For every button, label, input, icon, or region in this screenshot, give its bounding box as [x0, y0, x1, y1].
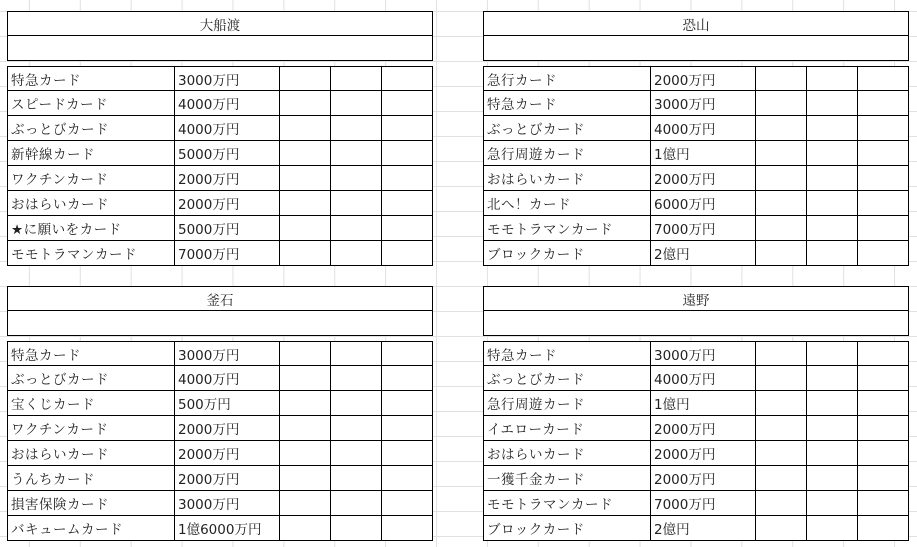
card-price-cell[interactable]: 1億6000万円: [175, 516, 280, 540]
card-name-cell[interactable]: スピードカード: [8, 91, 175, 115]
card-name-cell[interactable]: おはらいカード: [484, 441, 651, 465]
table-row: [7, 416, 433, 441]
card-name-cell[interactable]: ワクチンカード: [8, 166, 175, 190]
table-row: [7, 366, 433, 391]
table-row: [7, 491, 433, 516]
empty-cell[interactable]: [331, 241, 382, 265]
card-name-cell[interactable]: バキュームカード: [8, 516, 175, 540]
table-row: [483, 216, 909, 241]
empty-cell[interactable]: [807, 91, 858, 115]
empty-cell[interactable]: [280, 391, 331, 415]
empty-cell[interactable]: [756, 491, 807, 515]
table-row: [483, 391, 909, 416]
empty-cell[interactable]: [858, 166, 908, 190]
card-price-cell[interactable]: 3000万円: [175, 342, 280, 365]
empty-cell[interactable]: [280, 441, 331, 465]
empty-cell[interactable]: [382, 241, 432, 265]
empty-cell[interactable]: [807, 191, 858, 215]
card-price-cell[interactable]: 7000万円: [651, 491, 756, 515]
table-row: [483, 141, 909, 166]
empty-cell[interactable]: [807, 216, 858, 240]
table-row: [483, 191, 909, 216]
card-price-cell[interactable]: 2000万円: [175, 441, 280, 465]
card-price-cell[interactable]: 2000万円: [651, 416, 756, 440]
empty-cell[interactable]: [756, 441, 807, 465]
empty-cell[interactable]: [756, 366, 807, 390]
empty-cell[interactable]: [382, 416, 432, 440]
card-price-cell[interactable]: 2000万円: [651, 67, 756, 90]
empty-cell[interactable]: [331, 516, 382, 540]
card-price-cell[interactable]: 6000万円: [651, 191, 756, 215]
card-name-cell[interactable]: 特急カード: [484, 91, 651, 115]
empty-cell[interactable]: [807, 67, 858, 90]
card-name-cell[interactable]: ぶっとびカード: [8, 366, 175, 390]
empty-cell[interactable]: [331, 391, 382, 415]
card-price-cell[interactable]: 2000万円: [175, 466, 280, 490]
empty-cell[interactable]: [280, 491, 331, 515]
empty-cell[interactable]: [756, 166, 807, 190]
empty-cell[interactable]: [858, 416, 908, 440]
table-row: [483, 491, 909, 516]
card-name-cell[interactable]: 一獲千金カード: [484, 466, 651, 490]
empty-cell[interactable]: [807, 466, 858, 490]
empty-cell[interactable]: [382, 366, 432, 390]
card-name-cell[interactable]: 急行周遊カード: [484, 141, 651, 165]
empty-cell[interactable]: [756, 216, 807, 240]
empty-cell[interactable]: [382, 166, 432, 190]
table-row: [483, 116, 909, 141]
empty-cell[interactable]: [858, 441, 908, 465]
blank-row[interactable]: [7, 36, 433, 61]
empty-cell[interactable]: [858, 516, 908, 540]
table-row: [7, 141, 433, 166]
empty-cell[interactable]: [382, 441, 432, 465]
card-name-cell[interactable]: 特急カード: [8, 342, 175, 365]
empty-cell[interactable]: [756, 391, 807, 415]
card-name-cell[interactable]: モモトラマンカード: [8, 241, 175, 265]
empty-cell[interactable]: [382, 216, 432, 240]
empty-cell[interactable]: [858, 141, 908, 165]
table-row: [7, 191, 433, 216]
card-name-cell[interactable]: ブロックカード: [484, 516, 651, 540]
table-row: [483, 91, 909, 116]
empty-cell[interactable]: [280, 191, 331, 215]
empty-cell[interactable]: [807, 491, 858, 515]
card-name-cell[interactable]: 特急カード: [8, 67, 175, 90]
empty-cell[interactable]: [807, 141, 858, 165]
station-title-cell[interactable]: 釜石: [7, 286, 433, 311]
card-name-cell[interactable]: おはらいカード: [8, 441, 175, 465]
card-price-cell[interactable]: 2000万円: [651, 466, 756, 490]
empty-cell[interactable]: [331, 441, 382, 465]
empty-cell[interactable]: [331, 67, 382, 90]
card-price-cell[interactable]: 1億円: [651, 391, 756, 415]
card-name-cell[interactable]: うんちカード: [8, 466, 175, 490]
station-title-cell[interactable]: 恐山: [483, 11, 909, 36]
empty-cell[interactable]: [280, 91, 331, 115]
card-name-cell[interactable]: 特急カード: [484, 342, 651, 365]
empty-cell[interactable]: [331, 141, 382, 165]
empty-cell[interactable]: [858, 116, 908, 140]
card-price-cell[interactable]: 4000万円: [175, 116, 280, 140]
empty-cell[interactable]: [756, 191, 807, 215]
station-table: [7, 286, 433, 541]
empty-cell[interactable]: [280, 516, 331, 540]
table-row: [483, 166, 909, 191]
card-price-cell[interactable]: 2000万円: [175, 416, 280, 440]
empty-cell[interactable]: [382, 516, 432, 540]
table-row: [483, 366, 909, 391]
empty-cell[interactable]: [382, 67, 432, 90]
card-price-cell[interactable]: 3000万円: [651, 91, 756, 115]
empty-cell[interactable]: [280, 67, 331, 90]
empty-cell[interactable]: [858, 67, 908, 90]
table-row: [7, 116, 433, 141]
empty-cell[interactable]: [280, 141, 331, 165]
empty-cell[interactable]: [858, 391, 908, 415]
card-name-cell[interactable]: 急行カード: [484, 67, 651, 90]
empty-cell[interactable]: [331, 166, 382, 190]
card-price-cell[interactable]: 3000万円: [175, 491, 280, 515]
card-name-cell[interactable]: イエローカード: [484, 416, 651, 440]
empty-cell[interactable]: [331, 416, 382, 440]
empty-cell[interactable]: [331, 342, 382, 365]
card-price-cell[interactable]: 4000万円: [175, 91, 280, 115]
card-price-cell[interactable]: 4000万円: [651, 116, 756, 140]
empty-cell[interactable]: [756, 466, 807, 490]
empty-cell[interactable]: [280, 366, 331, 390]
card-price-cell[interactable]: 4000万円: [651, 366, 756, 390]
card-name-cell[interactable]: ★に願いをカード: [8, 216, 175, 240]
card-name-cell[interactable]: ブロックカード: [484, 241, 651, 265]
station-title-cell[interactable]: 遠野: [483, 286, 909, 311]
card-name-cell[interactable]: 急行周遊カード: [484, 391, 651, 415]
card-price-cell[interactable]: 7000万円: [175, 241, 280, 265]
table-row: [7, 91, 433, 116]
empty-cell[interactable]: [382, 191, 432, 215]
empty-cell[interactable]: [756, 116, 807, 140]
empty-cell[interactable]: [280, 241, 331, 265]
table-row: [7, 241, 433, 266]
empty-cell[interactable]: [382, 141, 432, 165]
empty-cell[interactable]: [280, 342, 331, 365]
empty-cell[interactable]: [382, 91, 432, 115]
table-row: [7, 66, 433, 91]
card-price-cell[interactable]: 1億円: [651, 141, 756, 165]
card-price-cell[interactable]: 2000万円: [651, 166, 756, 190]
table-row: [7, 216, 433, 241]
blank-row[interactable]: [483, 36, 909, 61]
card-name-cell[interactable]: ぶっとびカード: [484, 116, 651, 140]
table-row: [7, 441, 433, 466]
blank-row[interactable]: [483, 311, 909, 336]
card-price-cell[interactable]: 2000万円: [175, 166, 280, 190]
station-title-cell[interactable]: 大船渡: [7, 11, 433, 36]
card-price-cell[interactable]: 7000万円: [651, 216, 756, 240]
empty-cell[interactable]: [807, 116, 858, 140]
card-name-cell[interactable]: モモトラマンカード: [484, 216, 651, 240]
card-price-cell[interactable]: 3000万円: [651, 342, 756, 365]
empty-cell[interactable]: [382, 342, 432, 365]
card-price-cell[interactable]: 4000万円: [175, 366, 280, 390]
empty-cell[interactable]: [756, 91, 807, 115]
empty-cell[interactable]: [807, 441, 858, 465]
empty-cell[interactable]: [858, 366, 908, 390]
empty-cell[interactable]: [756, 342, 807, 365]
empty-cell[interactable]: [331, 466, 382, 490]
empty-cell[interactable]: [807, 241, 858, 265]
card-price-cell[interactable]: 5000万円: [175, 216, 280, 240]
table-row: [7, 516, 433, 541]
card-name-cell[interactable]: 宝くじカード: [8, 391, 175, 415]
empty-cell[interactable]: [858, 342, 908, 365]
empty-cell[interactable]: [807, 166, 858, 190]
empty-cell[interactable]: [331, 491, 382, 515]
empty-cell[interactable]: [331, 116, 382, 140]
table-row: [7, 466, 433, 491]
empty-cell[interactable]: [756, 141, 807, 165]
empty-cell[interactable]: [331, 366, 382, 390]
table-row: [483, 441, 909, 466]
empty-cell[interactable]: [382, 116, 432, 140]
empty-cell[interactable]: [331, 216, 382, 240]
empty-cell[interactable]: [382, 466, 432, 490]
empty-cell[interactable]: [807, 342, 858, 365]
card-price-cell[interactable]: 2000万円: [175, 191, 280, 215]
empty-cell[interactable]: [280, 116, 331, 140]
card-name-cell[interactable]: モモトラマンカード: [484, 491, 651, 515]
empty-cell[interactable]: [382, 391, 432, 415]
table-row: [7, 341, 433, 366]
empty-cell[interactable]: [858, 91, 908, 115]
empty-cell[interactable]: [382, 491, 432, 515]
empty-cell[interactable]: [280, 466, 331, 490]
card-name-cell[interactable]: ぶっとびカード: [8, 116, 175, 140]
empty-cell[interactable]: [858, 466, 908, 490]
empty-cell[interactable]: [756, 241, 807, 265]
empty-cell[interactable]: [807, 416, 858, 440]
empty-cell[interactable]: [807, 391, 858, 415]
table-row: [483, 466, 909, 491]
empty-cell[interactable]: [807, 516, 858, 540]
empty-cell[interactable]: [280, 416, 331, 440]
empty-cell[interactable]: [280, 216, 331, 240]
empty-cell[interactable]: [331, 191, 382, 215]
empty-cell[interactable]: [858, 191, 908, 215]
station-table: [483, 286, 909, 541]
empty-cell[interactable]: [858, 491, 908, 515]
card-price-cell[interactable]: 3000万円: [175, 67, 280, 90]
card-name-cell[interactable]: おはらいカード: [8, 191, 175, 215]
card-name-cell[interactable]: 北へ！カード: [484, 191, 651, 215]
card-name-cell[interactable]: おはらいカード: [484, 166, 651, 190]
station-table: [7, 11, 433, 266]
card-name-cell[interactable]: ワクチンカード: [8, 416, 175, 440]
card-price-cell[interactable]: 2億円: [651, 516, 756, 540]
table-row: [483, 416, 909, 441]
card-name-cell[interactable]: 損害保険カード: [8, 491, 175, 515]
table-row: [7, 166, 433, 191]
table-row: [7, 391, 433, 416]
station-table: [483, 11, 909, 266]
card-price-cell[interactable]: 2億円: [651, 241, 756, 265]
empty-cell[interactable]: [756, 67, 807, 90]
card-price-cell[interactable]: 500万円: [175, 391, 280, 415]
blank-row[interactable]: [7, 311, 433, 336]
table-row: [483, 341, 909, 366]
empty-cell[interactable]: [756, 416, 807, 440]
empty-cell[interactable]: [280, 166, 331, 190]
table-row: [483, 66, 909, 91]
empty-cell[interactable]: [858, 241, 908, 265]
table-row: [483, 241, 909, 266]
card-name-cell[interactable]: ぶっとびカード: [484, 366, 651, 390]
empty-cell[interactable]: [756, 516, 807, 540]
card-price-cell[interactable]: 2000万円: [651, 441, 756, 465]
card-name-cell[interactable]: 新幹線カード: [8, 141, 175, 165]
table-row: [483, 516, 909, 541]
empty-cell[interactable]: [331, 91, 382, 115]
empty-cell[interactable]: [807, 366, 858, 390]
empty-cell[interactable]: [858, 216, 908, 240]
card-price-cell[interactable]: 5000万円: [175, 141, 280, 165]
